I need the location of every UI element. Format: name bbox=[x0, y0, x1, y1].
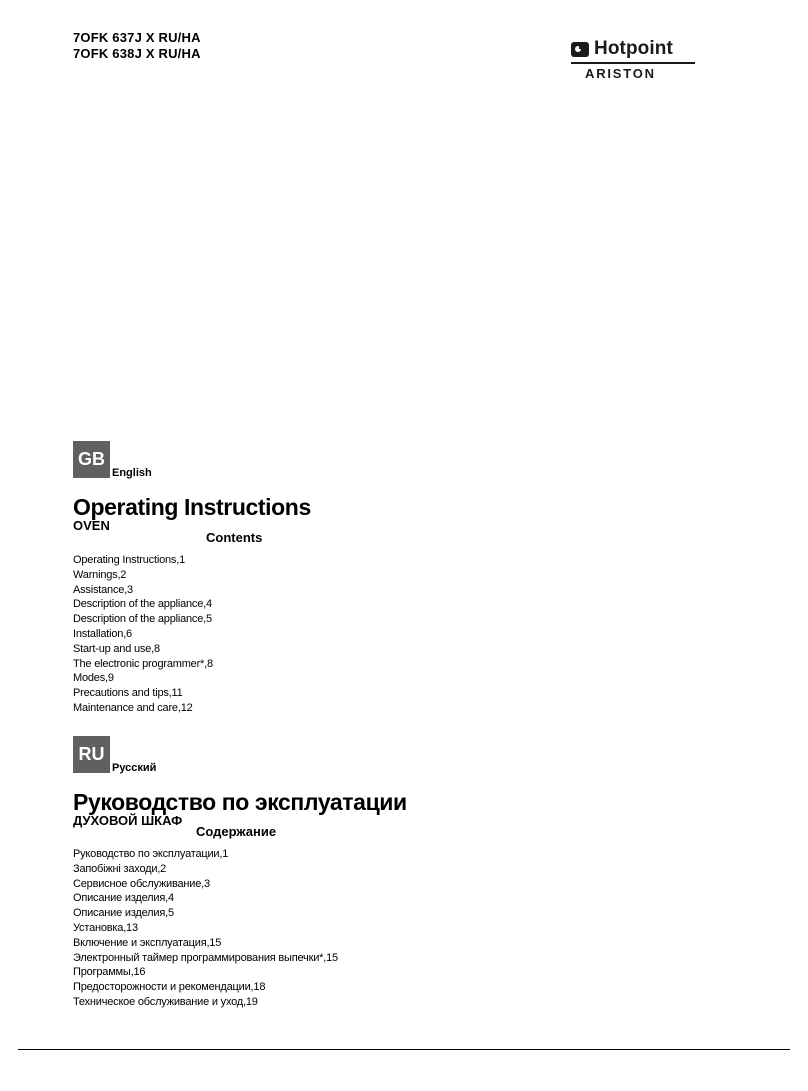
toc-item: Modes,9 bbox=[73, 672, 114, 685]
language-label-english: English bbox=[112, 467, 152, 479]
section-title-ru: Руководство по эксплуатации bbox=[73, 789, 407, 815]
toc-item: Description of the appliance,5 bbox=[73, 613, 212, 626]
model-number-1: 7OFK 637J X RU/HA bbox=[73, 30, 201, 45]
toc-list-en bbox=[73, 553, 213, 716]
model-number-2: 7OFK 638J X RU/HA bbox=[73, 46, 201, 61]
section-subtitle-en: OVEN bbox=[73, 518, 110, 533]
toc-item: Запобіжні заходи,2 bbox=[73, 862, 167, 875]
toc-item: Assistance,3 bbox=[73, 583, 133, 596]
toc-item: Installation,6 bbox=[73, 627, 132, 640]
language-label-russian: Русский bbox=[112, 762, 157, 774]
toc-item: Precautions and tips,11 bbox=[73, 687, 183, 700]
section-subtitle-ru: ДУХОВОЙ ШКАФ bbox=[73, 813, 183, 828]
toc-item: Включение и эксплуатация,15 bbox=[73, 936, 222, 949]
toc-item: Maintenance and care,12 bbox=[73, 701, 193, 714]
toc-item: Operating Instructions,1 bbox=[73, 554, 185, 566]
toc-item: Установка,13 bbox=[73, 921, 138, 934]
toc-item: Description of the appliance,4 bbox=[73, 598, 212, 611]
toc-item: Start-up and use,8 bbox=[73, 642, 160, 655]
contents-heading-ru: Содержание bbox=[196, 824, 277, 839]
toc-item: Предосторожности и рекомендации,18 bbox=[73, 981, 266, 994]
brand-logo bbox=[571, 38, 695, 82]
language-badge-ru: RU bbox=[73, 736, 110, 773]
hotpoint-logo-icon bbox=[571, 42, 589, 57]
contents-heading-en: Contents bbox=[206, 530, 263, 545]
section-title-en: Operating Instructions bbox=[73, 494, 311, 520]
toc-item: Программы,16 bbox=[73, 966, 146, 979]
logo-divider bbox=[571, 62, 695, 64]
toc-list-ru bbox=[73, 847, 338, 1010]
footer-rule bbox=[18, 1049, 790, 1050]
brand-subname: ARISTON bbox=[585, 66, 656, 81]
language-badge-gb: GB bbox=[73, 441, 110, 478]
toc-item: Сервисное обслуживание,3 bbox=[73, 877, 210, 890]
toc-item: The electronic programmer*,8 bbox=[73, 657, 213, 670]
toc-item: Описание изделия,4 bbox=[73, 892, 174, 905]
toc-item: Описание изделия,5 bbox=[73, 907, 174, 920]
brand-name: Hotpoint bbox=[594, 38, 673, 59]
toc-item: Техническое обслуживание и уход,19 bbox=[73, 995, 258, 1008]
toc-item: Электронный таймер программирования выпечки*,15 bbox=[73, 951, 338, 964]
toc-item: Warnings,2 bbox=[73, 568, 127, 581]
toc-item: Руководство по эксплуатации,1 bbox=[73, 848, 229, 860]
